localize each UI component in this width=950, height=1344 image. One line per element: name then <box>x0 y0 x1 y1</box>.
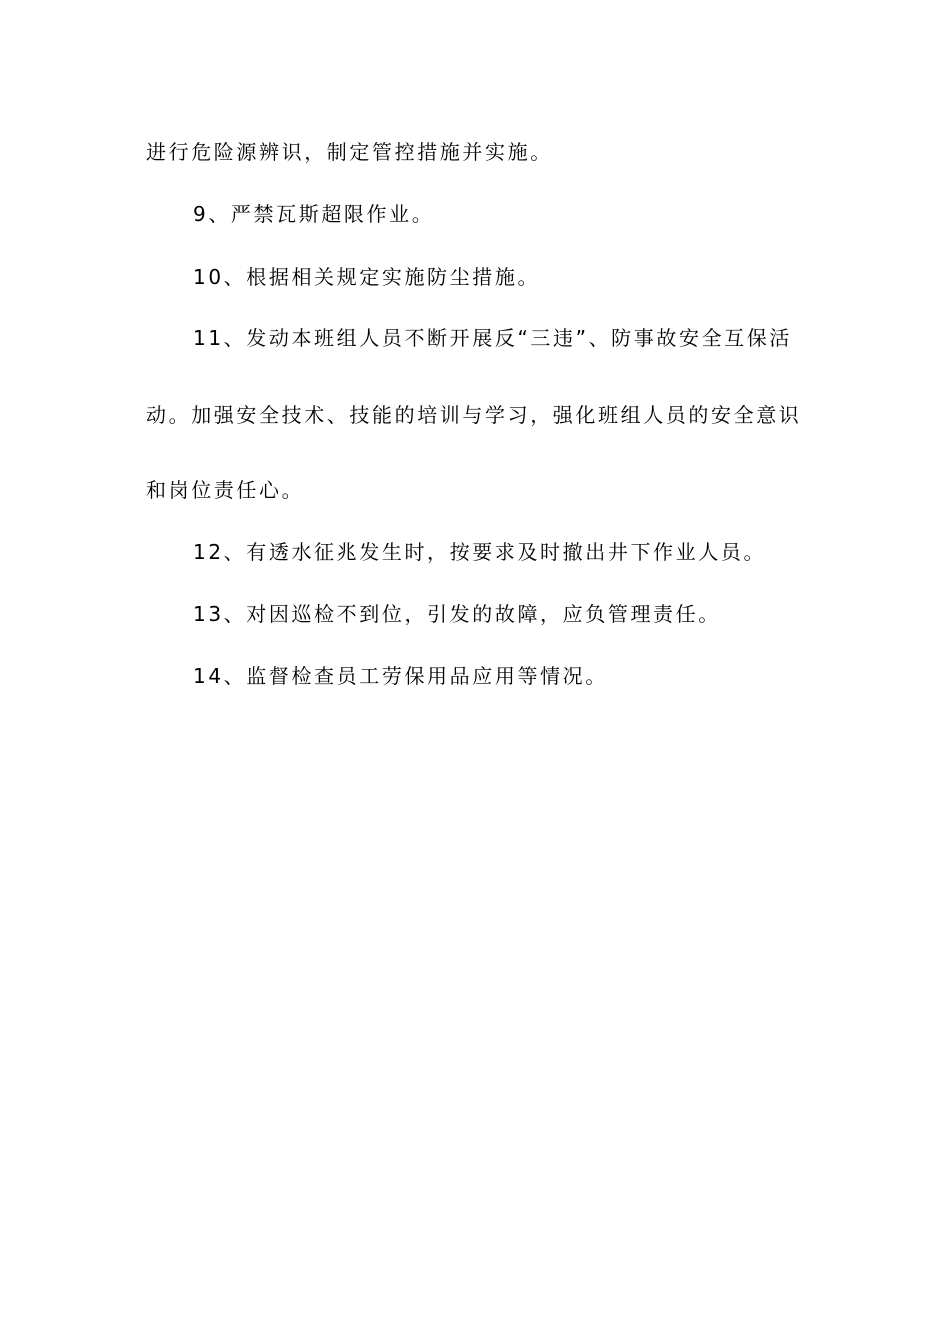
item-11-line-1: 11、发动本班组人员不断开展反“三违”、防事故安全互保活 <box>193 326 792 350</box>
paragraph-8-continuation: 进行危险源辨识，制定管控措施并实施。 <box>146 140 553 164</box>
item-14: 14、监督检查员工劳保用品应用等情况。 <box>193 664 608 688</box>
item-12: 12、有透水征兆发生时，按要求及时撤出井下作业人员。 <box>193 540 767 564</box>
item-11-line-2: 动。加强安全技术、技能的培训与学习，强化班组人员的安全意识 <box>146 403 802 427</box>
item-10: 10、根据相关规定实施防尘措施。 <box>193 265 541 289</box>
item-11-line-3: 和岗位责任心。 <box>146 478 305 502</box>
item-9: 9、严禁瓦斯超限作业。 <box>193 202 435 226</box>
item-13: 13、对因巡检不到位，引发的故障，应负管理责任。 <box>193 602 721 626</box>
